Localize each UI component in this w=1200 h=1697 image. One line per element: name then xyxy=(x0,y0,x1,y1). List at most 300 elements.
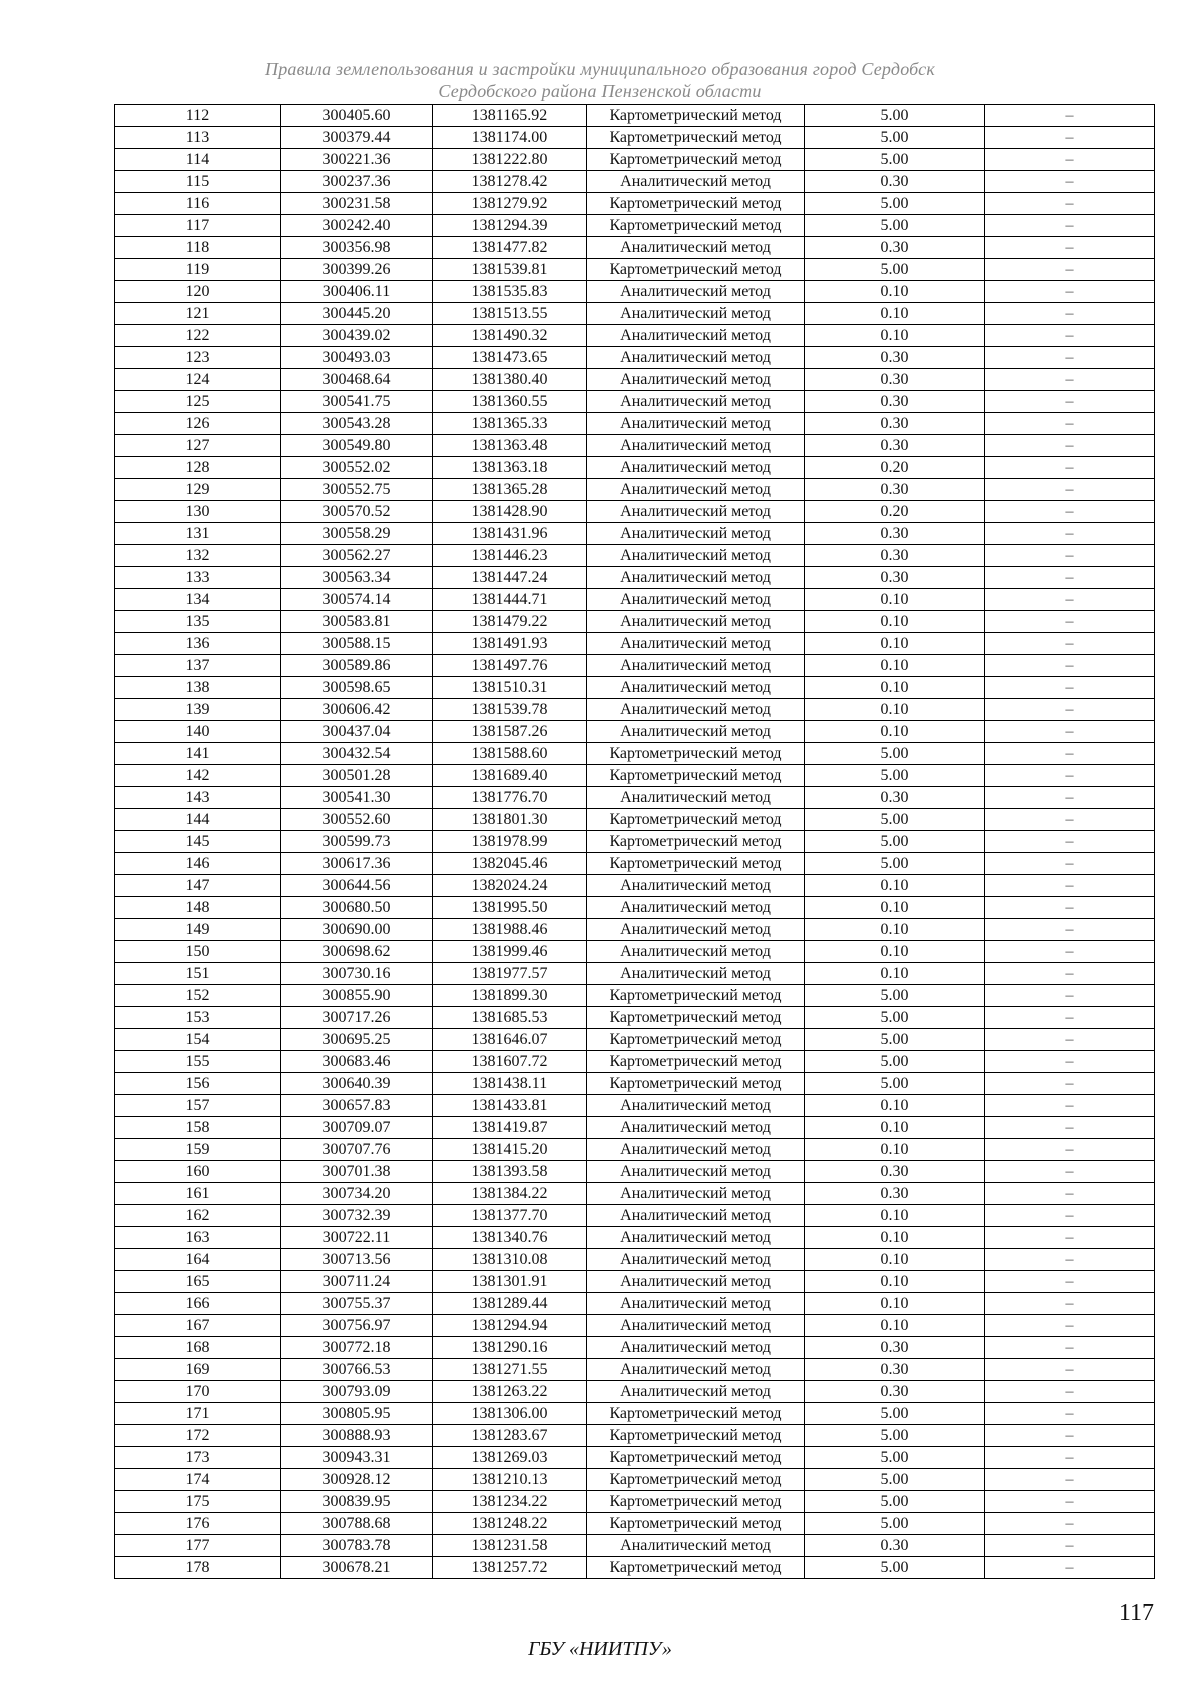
table-row xyxy=(115,919,1155,941)
table-row xyxy=(115,149,1155,171)
table-row xyxy=(115,743,1155,765)
point-number-cell: 134 xyxy=(115,589,281,611)
note-cell: – xyxy=(985,105,1155,127)
y-coordinate-cell: 1381257.72 xyxy=(433,1557,587,1579)
accuracy-cell: 0.10 xyxy=(805,721,985,743)
x-coordinate-cell: 300683.46 xyxy=(281,1051,433,1073)
note-cell: – xyxy=(985,787,1155,809)
table-row xyxy=(115,281,1155,303)
method-cell: Картометрический метод xyxy=(587,809,805,831)
accuracy-cell: 5.00 xyxy=(805,193,985,215)
table-row xyxy=(115,435,1155,457)
table-row xyxy=(115,215,1155,237)
x-coordinate-cell: 300406.11 xyxy=(281,281,433,303)
table-row xyxy=(115,941,1155,963)
table-row xyxy=(115,193,1155,215)
accuracy-cell: 0.10 xyxy=(805,1227,985,1249)
accuracy-cell: 0.20 xyxy=(805,501,985,523)
accuracy-cell: 0.10 xyxy=(805,281,985,303)
method-cell: Аналитический метод xyxy=(587,677,805,699)
table-row xyxy=(115,259,1155,281)
accuracy-cell: 0.10 xyxy=(805,655,985,677)
accuracy-cell: 0.30 xyxy=(805,237,985,259)
accuracy-cell: 5.00 xyxy=(805,259,985,281)
note-cell: – xyxy=(985,545,1155,567)
accuracy-cell: 0.10 xyxy=(805,1117,985,1139)
x-coordinate-cell: 300755.37 xyxy=(281,1293,433,1315)
accuracy-cell: 5.00 xyxy=(805,149,985,171)
note-cell: – xyxy=(985,479,1155,501)
y-coordinate-cell: 1381222.80 xyxy=(433,149,587,171)
x-coordinate-cell: 300711.24 xyxy=(281,1271,433,1293)
y-coordinate-cell: 1381263.22 xyxy=(433,1381,587,1403)
table-row xyxy=(115,567,1155,589)
table-row xyxy=(115,611,1155,633)
point-number-cell: 154 xyxy=(115,1029,281,1051)
y-coordinate-cell: 1381535.83 xyxy=(433,281,587,303)
point-number-cell: 159 xyxy=(115,1139,281,1161)
accuracy-cell: 0.10 xyxy=(805,1095,985,1117)
table-row xyxy=(115,1557,1155,1579)
x-coordinate-cell: 300543.28 xyxy=(281,413,433,435)
method-cell: Картометрический метод xyxy=(587,215,805,237)
note-cell: – xyxy=(985,765,1155,787)
header-line-2: Сердобского района Пензенской области xyxy=(438,81,762,101)
accuracy-cell: 5.00 xyxy=(805,765,985,787)
x-coordinate-cell: 300756.97 xyxy=(281,1315,433,1337)
point-number-cell: 165 xyxy=(115,1271,281,1293)
table-row xyxy=(115,853,1155,875)
method-cell: Аналитический метод xyxy=(587,1315,805,1337)
method-cell: Картометрический метод xyxy=(587,765,805,787)
coordinates-table-body xyxy=(115,105,1155,1579)
x-coordinate-cell: 300558.29 xyxy=(281,523,433,545)
accuracy-cell: 0.30 xyxy=(805,1337,985,1359)
point-number-cell: 153 xyxy=(115,1007,281,1029)
accuracy-cell: 0.30 xyxy=(805,1161,985,1183)
y-coordinate-cell: 1381588.60 xyxy=(433,743,587,765)
point-number-cell: 147 xyxy=(115,875,281,897)
y-coordinate-cell: 1381294.39 xyxy=(433,215,587,237)
table-row xyxy=(115,963,1155,985)
method-cell: Аналитический метод xyxy=(587,171,805,193)
point-number-cell: 117 xyxy=(115,215,281,237)
accuracy-cell: 0.30 xyxy=(805,787,985,809)
point-number-cell: 148 xyxy=(115,897,281,919)
point-number-cell: 166 xyxy=(115,1293,281,1315)
table-row xyxy=(115,875,1155,897)
table-row xyxy=(115,1161,1155,1183)
note-cell: – xyxy=(985,677,1155,699)
x-coordinate-cell: 300888.93 xyxy=(281,1425,433,1447)
x-coordinate-cell: 300541.30 xyxy=(281,787,433,809)
accuracy-cell: 0.10 xyxy=(805,963,985,985)
y-coordinate-cell: 1381444.71 xyxy=(433,589,587,611)
point-number-cell: 160 xyxy=(115,1161,281,1183)
y-coordinate-cell: 1381539.81 xyxy=(433,259,587,281)
x-coordinate-cell: 300730.16 xyxy=(281,963,433,985)
table-row xyxy=(115,1249,1155,1271)
point-number-cell: 119 xyxy=(115,259,281,281)
method-cell: Аналитический метод xyxy=(587,611,805,633)
note-cell: – xyxy=(985,941,1155,963)
method-cell: Аналитический метод xyxy=(587,1205,805,1227)
accuracy-cell: 0.10 xyxy=(805,1315,985,1337)
y-coordinate-cell: 1381776.70 xyxy=(433,787,587,809)
x-coordinate-cell: 300399.26 xyxy=(281,259,433,281)
x-coordinate-cell: 300583.81 xyxy=(281,611,433,633)
note-cell: – xyxy=(985,1073,1155,1095)
table-row xyxy=(115,655,1155,677)
x-coordinate-cell: 300793.09 xyxy=(281,1381,433,1403)
note-cell: – xyxy=(985,325,1155,347)
note-cell: – xyxy=(985,655,1155,677)
x-coordinate-cell: 300732.39 xyxy=(281,1205,433,1227)
method-cell: Картометрический метод xyxy=(587,193,805,215)
point-number-cell: 164 xyxy=(115,1249,281,1271)
y-coordinate-cell: 1381340.76 xyxy=(433,1227,587,1249)
note-cell: – xyxy=(985,831,1155,853)
point-number-cell: 131 xyxy=(115,523,281,545)
y-coordinate-cell: 1381438.11 xyxy=(433,1073,587,1095)
accuracy-cell: 0.10 xyxy=(805,919,985,941)
method-cell: Аналитический метод xyxy=(587,1117,805,1139)
table-row xyxy=(115,391,1155,413)
y-coordinate-cell: 1381999.46 xyxy=(433,941,587,963)
y-coordinate-cell: 1381365.28 xyxy=(433,479,587,501)
point-number-cell: 174 xyxy=(115,1469,281,1491)
point-number-cell: 162 xyxy=(115,1205,281,1227)
table-row xyxy=(115,105,1155,127)
note-cell: – xyxy=(985,281,1155,303)
point-number-cell: 126 xyxy=(115,413,281,435)
accuracy-cell: 0.30 xyxy=(805,347,985,369)
point-number-cell: 157 xyxy=(115,1095,281,1117)
accuracy-cell: 5.00 xyxy=(805,1029,985,1051)
y-coordinate-cell: 1381539.78 xyxy=(433,699,587,721)
y-coordinate-cell: 1381446.23 xyxy=(433,545,587,567)
table-row xyxy=(115,1293,1155,1315)
y-coordinate-cell: 1381377.70 xyxy=(433,1205,587,1227)
x-coordinate-cell: 300709.07 xyxy=(281,1117,433,1139)
note-cell: – xyxy=(985,215,1155,237)
x-coordinate-cell: 300468.64 xyxy=(281,369,433,391)
method-cell: Аналитический метод xyxy=(587,655,805,677)
accuracy-cell: 0.10 xyxy=(805,589,985,611)
method-cell: Аналитический метод xyxy=(587,963,805,985)
point-number-cell: 149 xyxy=(115,919,281,941)
table-row xyxy=(115,1271,1155,1293)
y-coordinate-cell: 1381290.16 xyxy=(433,1337,587,1359)
y-coordinate-cell: 1381899.30 xyxy=(433,985,587,1007)
x-coordinate-cell: 300839.95 xyxy=(281,1491,433,1513)
point-number-cell: 143 xyxy=(115,787,281,809)
table-row xyxy=(115,897,1155,919)
y-coordinate-cell: 1381978.99 xyxy=(433,831,587,853)
note-cell: – xyxy=(985,259,1155,281)
x-coordinate-cell: 300644.56 xyxy=(281,875,433,897)
method-cell: Картометрический метод xyxy=(587,985,805,1007)
table-row xyxy=(115,1029,1155,1051)
note-cell: – xyxy=(985,303,1155,325)
y-coordinate-cell: 1382024.24 xyxy=(433,875,587,897)
x-coordinate-cell: 300701.38 xyxy=(281,1161,433,1183)
x-coordinate-cell: 300657.83 xyxy=(281,1095,433,1117)
method-cell: Картометрический метод xyxy=(587,1403,805,1425)
y-coordinate-cell: 1381283.67 xyxy=(433,1425,587,1447)
point-number-cell: 122 xyxy=(115,325,281,347)
note-cell: – xyxy=(985,1249,1155,1271)
table-row xyxy=(115,1403,1155,1425)
x-coordinate-cell: 300588.15 xyxy=(281,633,433,655)
x-coordinate-cell: 300237.36 xyxy=(281,171,433,193)
method-cell: Картометрический метод xyxy=(587,831,805,853)
point-number-cell: 141 xyxy=(115,743,281,765)
accuracy-cell: 0.30 xyxy=(805,171,985,193)
note-cell: – xyxy=(985,1315,1155,1337)
point-number-cell: 172 xyxy=(115,1425,281,1447)
method-cell: Картометрический метод xyxy=(587,1491,805,1513)
table-row xyxy=(115,127,1155,149)
accuracy-cell: 0.10 xyxy=(805,1205,985,1227)
method-cell: Аналитический метод xyxy=(587,1249,805,1271)
table-row xyxy=(115,831,1155,853)
accuracy-cell: 0.30 xyxy=(805,369,985,391)
table-row xyxy=(115,1491,1155,1513)
note-cell: – xyxy=(985,1205,1155,1227)
accuracy-cell: 0.20 xyxy=(805,457,985,479)
method-cell: Картометрический метод xyxy=(587,1469,805,1491)
accuracy-cell: 0.30 xyxy=(805,545,985,567)
method-cell: Аналитический метод xyxy=(587,1183,805,1205)
y-coordinate-cell: 1381988.46 xyxy=(433,919,587,941)
method-cell: Аналитический метод xyxy=(587,413,805,435)
method-cell: Аналитический метод xyxy=(587,941,805,963)
method-cell: Аналитический метод xyxy=(587,633,805,655)
point-number-cell: 130 xyxy=(115,501,281,523)
y-coordinate-cell: 1381301.91 xyxy=(433,1271,587,1293)
accuracy-cell: 5.00 xyxy=(805,853,985,875)
note-cell: – xyxy=(985,611,1155,633)
point-number-cell: 173 xyxy=(115,1447,281,1469)
y-coordinate-cell: 1381271.55 xyxy=(433,1359,587,1381)
point-number-cell: 129 xyxy=(115,479,281,501)
point-number-cell: 116 xyxy=(115,193,281,215)
x-coordinate-cell: 300405.60 xyxy=(281,105,433,127)
table-row xyxy=(115,809,1155,831)
table-row xyxy=(115,1513,1155,1535)
note-cell: – xyxy=(985,1513,1155,1535)
note-cell: – xyxy=(985,1491,1155,1513)
point-number-cell: 175 xyxy=(115,1491,281,1513)
point-number-cell: 146 xyxy=(115,853,281,875)
table-row xyxy=(115,1139,1155,1161)
note-cell: – xyxy=(985,633,1155,655)
point-number-cell: 114 xyxy=(115,149,281,171)
method-cell: Аналитический метод xyxy=(587,787,805,809)
point-number-cell: 121 xyxy=(115,303,281,325)
method-cell: Аналитический метод xyxy=(587,281,805,303)
method-cell: Аналитический метод xyxy=(587,919,805,941)
note-cell: – xyxy=(985,1161,1155,1183)
header-line-1: Правила землепользования и застройки муниципального образования город Сердобск xyxy=(265,59,935,79)
point-number-cell: 112 xyxy=(115,105,281,127)
x-coordinate-cell: 300574.14 xyxy=(281,589,433,611)
point-number-cell: 176 xyxy=(115,1513,281,1535)
x-coordinate-cell: 300698.62 xyxy=(281,941,433,963)
method-cell: Аналитический метод xyxy=(587,699,805,721)
note-cell: – xyxy=(985,1117,1155,1139)
note-cell: – xyxy=(985,1381,1155,1403)
note-cell: – xyxy=(985,1051,1155,1073)
table-row xyxy=(115,479,1155,501)
method-cell: Картометрический метод xyxy=(587,743,805,765)
accuracy-cell: 5.00 xyxy=(805,1513,985,1535)
x-coordinate-cell: 300772.18 xyxy=(281,1337,433,1359)
accuracy-cell: 0.30 xyxy=(805,413,985,435)
x-coordinate-cell: 300231.58 xyxy=(281,193,433,215)
accuracy-cell: 0.10 xyxy=(805,1249,985,1271)
y-coordinate-cell: 1381310.08 xyxy=(433,1249,587,1271)
x-coordinate-cell: 300549.80 xyxy=(281,435,433,457)
x-coordinate-cell: 300690.00 xyxy=(281,919,433,941)
note-cell: – xyxy=(985,919,1155,941)
x-coordinate-cell: 300501.28 xyxy=(281,765,433,787)
accuracy-cell: 0.30 xyxy=(805,523,985,545)
note-cell: – xyxy=(985,523,1155,545)
x-coordinate-cell: 300722.11 xyxy=(281,1227,433,1249)
point-number-cell: 142 xyxy=(115,765,281,787)
y-coordinate-cell: 1381360.55 xyxy=(433,391,587,413)
method-cell: Картометрический метод xyxy=(587,1073,805,1095)
x-coordinate-cell: 300713.56 xyxy=(281,1249,433,1271)
y-coordinate-cell: 1381289.44 xyxy=(433,1293,587,1315)
y-coordinate-cell: 1381689.40 xyxy=(433,765,587,787)
point-number-cell: 138 xyxy=(115,677,281,699)
y-coordinate-cell: 1381607.72 xyxy=(433,1051,587,1073)
y-coordinate-cell: 1381685.53 xyxy=(433,1007,587,1029)
note-cell: – xyxy=(985,1183,1155,1205)
table-row xyxy=(115,457,1155,479)
y-coordinate-cell: 1381491.93 xyxy=(433,633,587,655)
method-cell: Аналитический метод xyxy=(587,897,805,919)
method-cell: Аналитический метод xyxy=(587,237,805,259)
note-cell: – xyxy=(985,1403,1155,1425)
method-cell: Аналитический метод xyxy=(587,1535,805,1557)
method-cell: Картометрический метод xyxy=(587,1425,805,1447)
x-coordinate-cell: 300242.40 xyxy=(281,215,433,237)
table-row xyxy=(115,1469,1155,1491)
table-row xyxy=(115,303,1155,325)
accuracy-cell: 5.00 xyxy=(805,1447,985,1469)
method-cell: Картометрический метод xyxy=(587,127,805,149)
table-row xyxy=(115,985,1155,1007)
note-cell: – xyxy=(985,369,1155,391)
method-cell: Аналитический метод xyxy=(587,1381,805,1403)
y-coordinate-cell: 1381294.94 xyxy=(433,1315,587,1337)
x-coordinate-cell: 300599.73 xyxy=(281,831,433,853)
y-coordinate-cell: 1381363.48 xyxy=(433,435,587,457)
table-row xyxy=(115,1447,1155,1469)
point-number-cell: 139 xyxy=(115,699,281,721)
x-coordinate-cell: 300562.27 xyxy=(281,545,433,567)
y-coordinate-cell: 1381278.42 xyxy=(433,171,587,193)
method-cell: Аналитический метод xyxy=(587,589,805,611)
x-coordinate-cell: 300606.42 xyxy=(281,699,433,721)
method-cell: Аналитический метод xyxy=(587,1271,805,1293)
note-cell: – xyxy=(985,1535,1155,1557)
x-coordinate-cell: 300783.78 xyxy=(281,1535,433,1557)
note-cell: – xyxy=(985,1337,1155,1359)
table-row xyxy=(115,171,1155,193)
note-cell: – xyxy=(985,1227,1155,1249)
table-row xyxy=(115,765,1155,787)
accuracy-cell: 0.10 xyxy=(805,611,985,633)
table-row xyxy=(115,1381,1155,1403)
x-coordinate-cell: 300437.04 xyxy=(281,721,433,743)
note-cell: – xyxy=(985,1095,1155,1117)
table-row xyxy=(115,501,1155,523)
x-coordinate-cell: 300552.02 xyxy=(281,457,433,479)
note-cell: – xyxy=(985,1271,1155,1293)
page-footer: ГБУ «НИИТПУ» xyxy=(528,1638,672,1660)
method-cell: Аналитический метод xyxy=(587,1337,805,1359)
accuracy-cell: 5.00 xyxy=(805,1557,985,1579)
note-cell: – xyxy=(985,435,1155,457)
point-number-cell: 150 xyxy=(115,941,281,963)
accuracy-cell: 5.00 xyxy=(805,1403,985,1425)
y-coordinate-cell: 1381165.92 xyxy=(433,105,587,127)
accuracy-cell: 0.30 xyxy=(805,479,985,501)
y-coordinate-cell: 1381384.22 xyxy=(433,1183,587,1205)
method-cell: Аналитический метод xyxy=(587,875,805,897)
table-row xyxy=(115,699,1155,721)
y-coordinate-cell: 1381174.00 xyxy=(433,127,587,149)
method-cell: Аналитический метод xyxy=(587,325,805,347)
x-coordinate-cell: 300707.76 xyxy=(281,1139,433,1161)
note-cell: – xyxy=(985,347,1155,369)
x-coordinate-cell: 300805.95 xyxy=(281,1403,433,1425)
note-cell: – xyxy=(985,501,1155,523)
accuracy-cell: 0.10 xyxy=(805,303,985,325)
x-coordinate-cell: 300493.03 xyxy=(281,347,433,369)
point-number-cell: 115 xyxy=(115,171,281,193)
x-coordinate-cell: 300439.02 xyxy=(281,325,433,347)
point-number-cell: 152 xyxy=(115,985,281,1007)
x-coordinate-cell: 300356.98 xyxy=(281,237,433,259)
point-number-cell: 140 xyxy=(115,721,281,743)
accuracy-cell: 5.00 xyxy=(805,1469,985,1491)
table-row xyxy=(115,1073,1155,1095)
accuracy-cell: 0.30 xyxy=(805,1381,985,1403)
table-row xyxy=(115,1337,1155,1359)
point-number-cell: 133 xyxy=(115,567,281,589)
point-number-cell: 113 xyxy=(115,127,281,149)
point-number-cell: 145 xyxy=(115,831,281,853)
accuracy-cell: 0.10 xyxy=(805,897,985,919)
note-cell: – xyxy=(985,721,1155,743)
accuracy-cell: 5.00 xyxy=(805,831,985,853)
point-number-cell: 124 xyxy=(115,369,281,391)
y-coordinate-cell: 1381513.55 xyxy=(433,303,587,325)
y-coordinate-cell: 1381477.82 xyxy=(433,237,587,259)
table-row xyxy=(115,523,1155,545)
note-cell: – xyxy=(985,391,1155,413)
table-row xyxy=(115,1359,1155,1381)
y-coordinate-cell: 1381646.07 xyxy=(433,1029,587,1051)
x-coordinate-cell: 300552.75 xyxy=(281,479,433,501)
y-coordinate-cell: 1381473.65 xyxy=(433,347,587,369)
